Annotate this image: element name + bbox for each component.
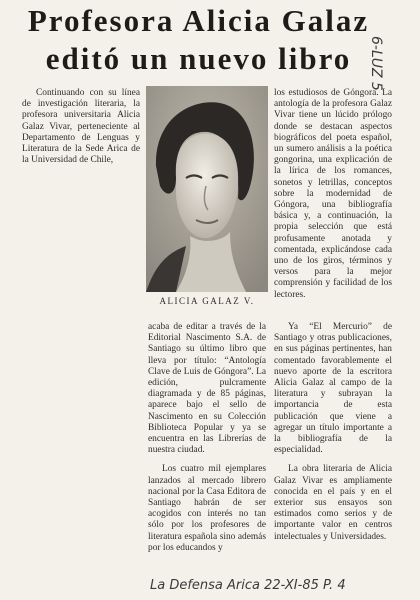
headline-line-2: editó un nuevo libro <box>45 41 352 76</box>
article-column-1 <box>22 88 140 166</box>
article-column-2 <box>148 322 266 554</box>
handwritten-source-note: La Defensa Arica 22-XI-85 P. 4 <box>150 578 346 593</box>
photo-caption: ALICIA GALAZ V. <box>159 296 255 306</box>
author-photo <box>146 86 268 292</box>
article-column-3-bottom <box>274 322 392 543</box>
headline <box>6 2 391 78</box>
headline-line-1: Profesora Alicia Galaz <box>27 3 370 38</box>
article-paragraph: La obra literaria de Alicia Galaz Vivar es ampliamente conocida en el país y en el exterior sus ensayos son estimados como serios y de importante valor en centros intelectuales y Universidades. <box>274 464 392 542</box>
article-column-3-top <box>274 88 392 301</box>
article-paragraph: Los cuatro mil ejemplares lanzados al mercado librero nacional por la Casa Editora de Santiago habrán de ser acogidos con interés no tan sólo por los profesores de literatura española sino además por los educandos y <box>148 464 266 553</box>
article-paragraph: acaba de editar a través de la Editorial Nascimento S.A. de Santiago su último libro que lleva por título: “Antología Clave de Luis de Góngora”. La edición, pulcramente diagramada y de 85 páginas, aparece bajo el sello de Nascimento en su Colección Biblioteca Popular y ya se encuentra en las Librerías de nuestra ciudad. <box>148 322 266 456</box>
handwritten-side-note: 6-LUZ 5 <box>368 36 384 91</box>
article-paragraph: Ya “El Mercurio” de Santiago y otras publicaciones, en sus páginas pertinentes, han comentado favorablemente el nuevo aporte de la escritora Alicia Galaz al campo de la literatura y subrayan la importancia de esta publicación que viene a agregar un título importante a la bibliografía de la especialidad. <box>274 322 392 456</box>
article-paragraph: los estudiosos de Góngora. La antología de la profesora Galaz Vivar tiene un lúcido prólogo donde se destacan aspectos biográficos del poeta español, un sumero análisis a la poética gongorina, una explicación de la lírica de los romances, sonetos y letrillas, conceptos sobre la modernidad de Góngora, una bibliografía básica y, a continuación, la propia selección que está profusamente anotada y comentada, explicándose cada uno de los giros, términos y versos para la mejor comprensión y facilidad de los lectores. <box>274 88 392 300</box>
article-paragraph: Continuando con su línea de investigación literaria, la profesora universitaria Alicia Galaz Vivar, perteneciente al Departamento de Lenguas y Literatura de la Sede Arica de la Universidad de Chile, <box>22 88 140 166</box>
